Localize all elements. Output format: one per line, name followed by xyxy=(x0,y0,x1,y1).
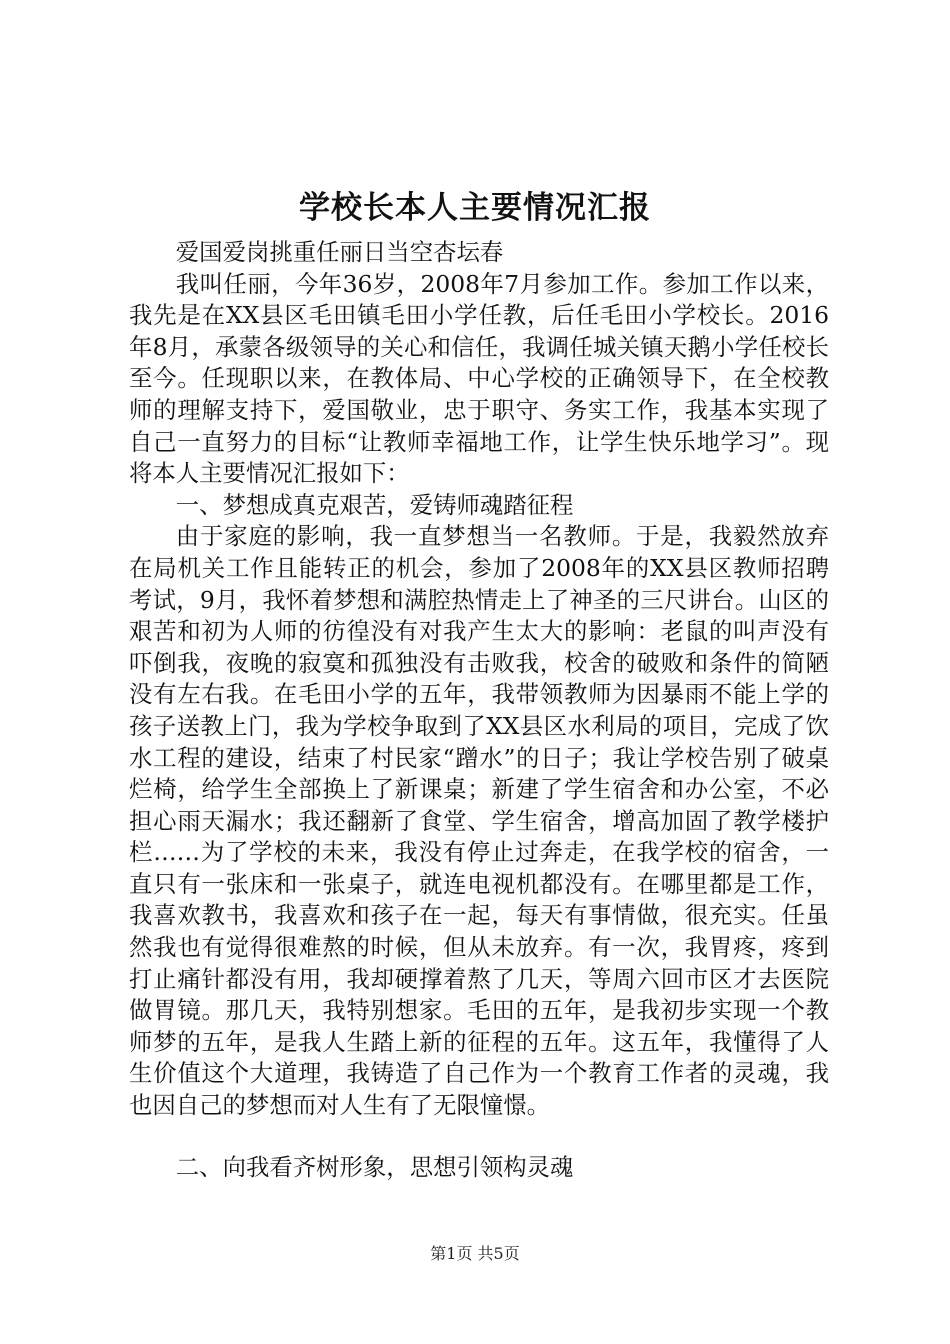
section1-heading: 一、梦想成真克艰苦，爱铸师魂踏征程 xyxy=(175,490,574,519)
document-title: 学校长本人主要情况汇报 xyxy=(299,190,651,226)
document-body xyxy=(129,237,829,1183)
page-indicator: 第1页 共5页 xyxy=(430,1244,520,1263)
section1-paragraph: 由于家庭的影响，我一直梦想当一名教师。于是，我毅然放弃在局机关工作且能转正的机会，参加了2008年的XX县区教师招聘考试，9月，我怀着梦想和满腔热情走上了神圣的三尺讲台。山区的艰苦和初为人师的彷徨没有对我产生太大的影响：老鼠的叫声没有吓倒我，夜晚的寂寞和孤独没有击败我，校舍的破败和条件的简陋没有左右我。在毛田小学的五年，我带领教师为因暴雨不能上学的孩子送教上门，我为学校争取到了XX县区水利局的项目，完成了饮水工程的建设，结束了村民家“蹭水”的日子；我让学校告别了破桌烂椅，给学生全部换上了新课桌；新建了学生宿舍和办公室，不必担心雨天漏水；我还翻新了食堂、学生宿舍，增高加固了教学楼护栏……为了学校的未来，我没有停止过奔走，在我学校的宿舍，一直只有一张床和一张桌子，就连电视机都没有。在哪里都是工作，我喜欢教书，我喜欢和孩子在一起，每天有事情做，很充实。任虽然我也有觉得很难熬的时候，但从未放弃。有一次，我胃疼，疼到打止痛针都没有用，我却硬撑着熬了几天，等周六回市区才去医院做胃镜。那几天，我特别想家。毛田的五年，是我初步实现一个教师梦的五年，是我人生踏上新的征程的五年。这五年，我懂得了人生价值这个大道理，我铸造了自己作为一个教育工作者的灵魂，我也因自己的梦想而对人生有了无限憧憬。 xyxy=(129,522,829,1120)
section2-heading: 二、向我看齐树形象，思想引领构灵魂 xyxy=(175,1152,574,1181)
intro-paragraph: 我叫任丽，今年36岁，2008年7月参加工作。参加工作以来，我先是在XX县区毛田镇毛田小学任教，后任毛田小学校长。2016年8月，承蒙各级领导的关心和信任，我调任城关镇天鹅小学任校长至今。任现职以来，在教体局、中心学校的正确领导下，在全校教师的理解支持下，爱国敬业，忠于职守、务实工作，我基本实现了自己一直努力的目标“让教师幸福地工作，让学生快乐地学习”。现将本人主要情况汇报如下： xyxy=(129,269,829,488)
document-subtitle: 爱国爱岗挑重任丽日当空杏坛春 xyxy=(175,238,504,266)
